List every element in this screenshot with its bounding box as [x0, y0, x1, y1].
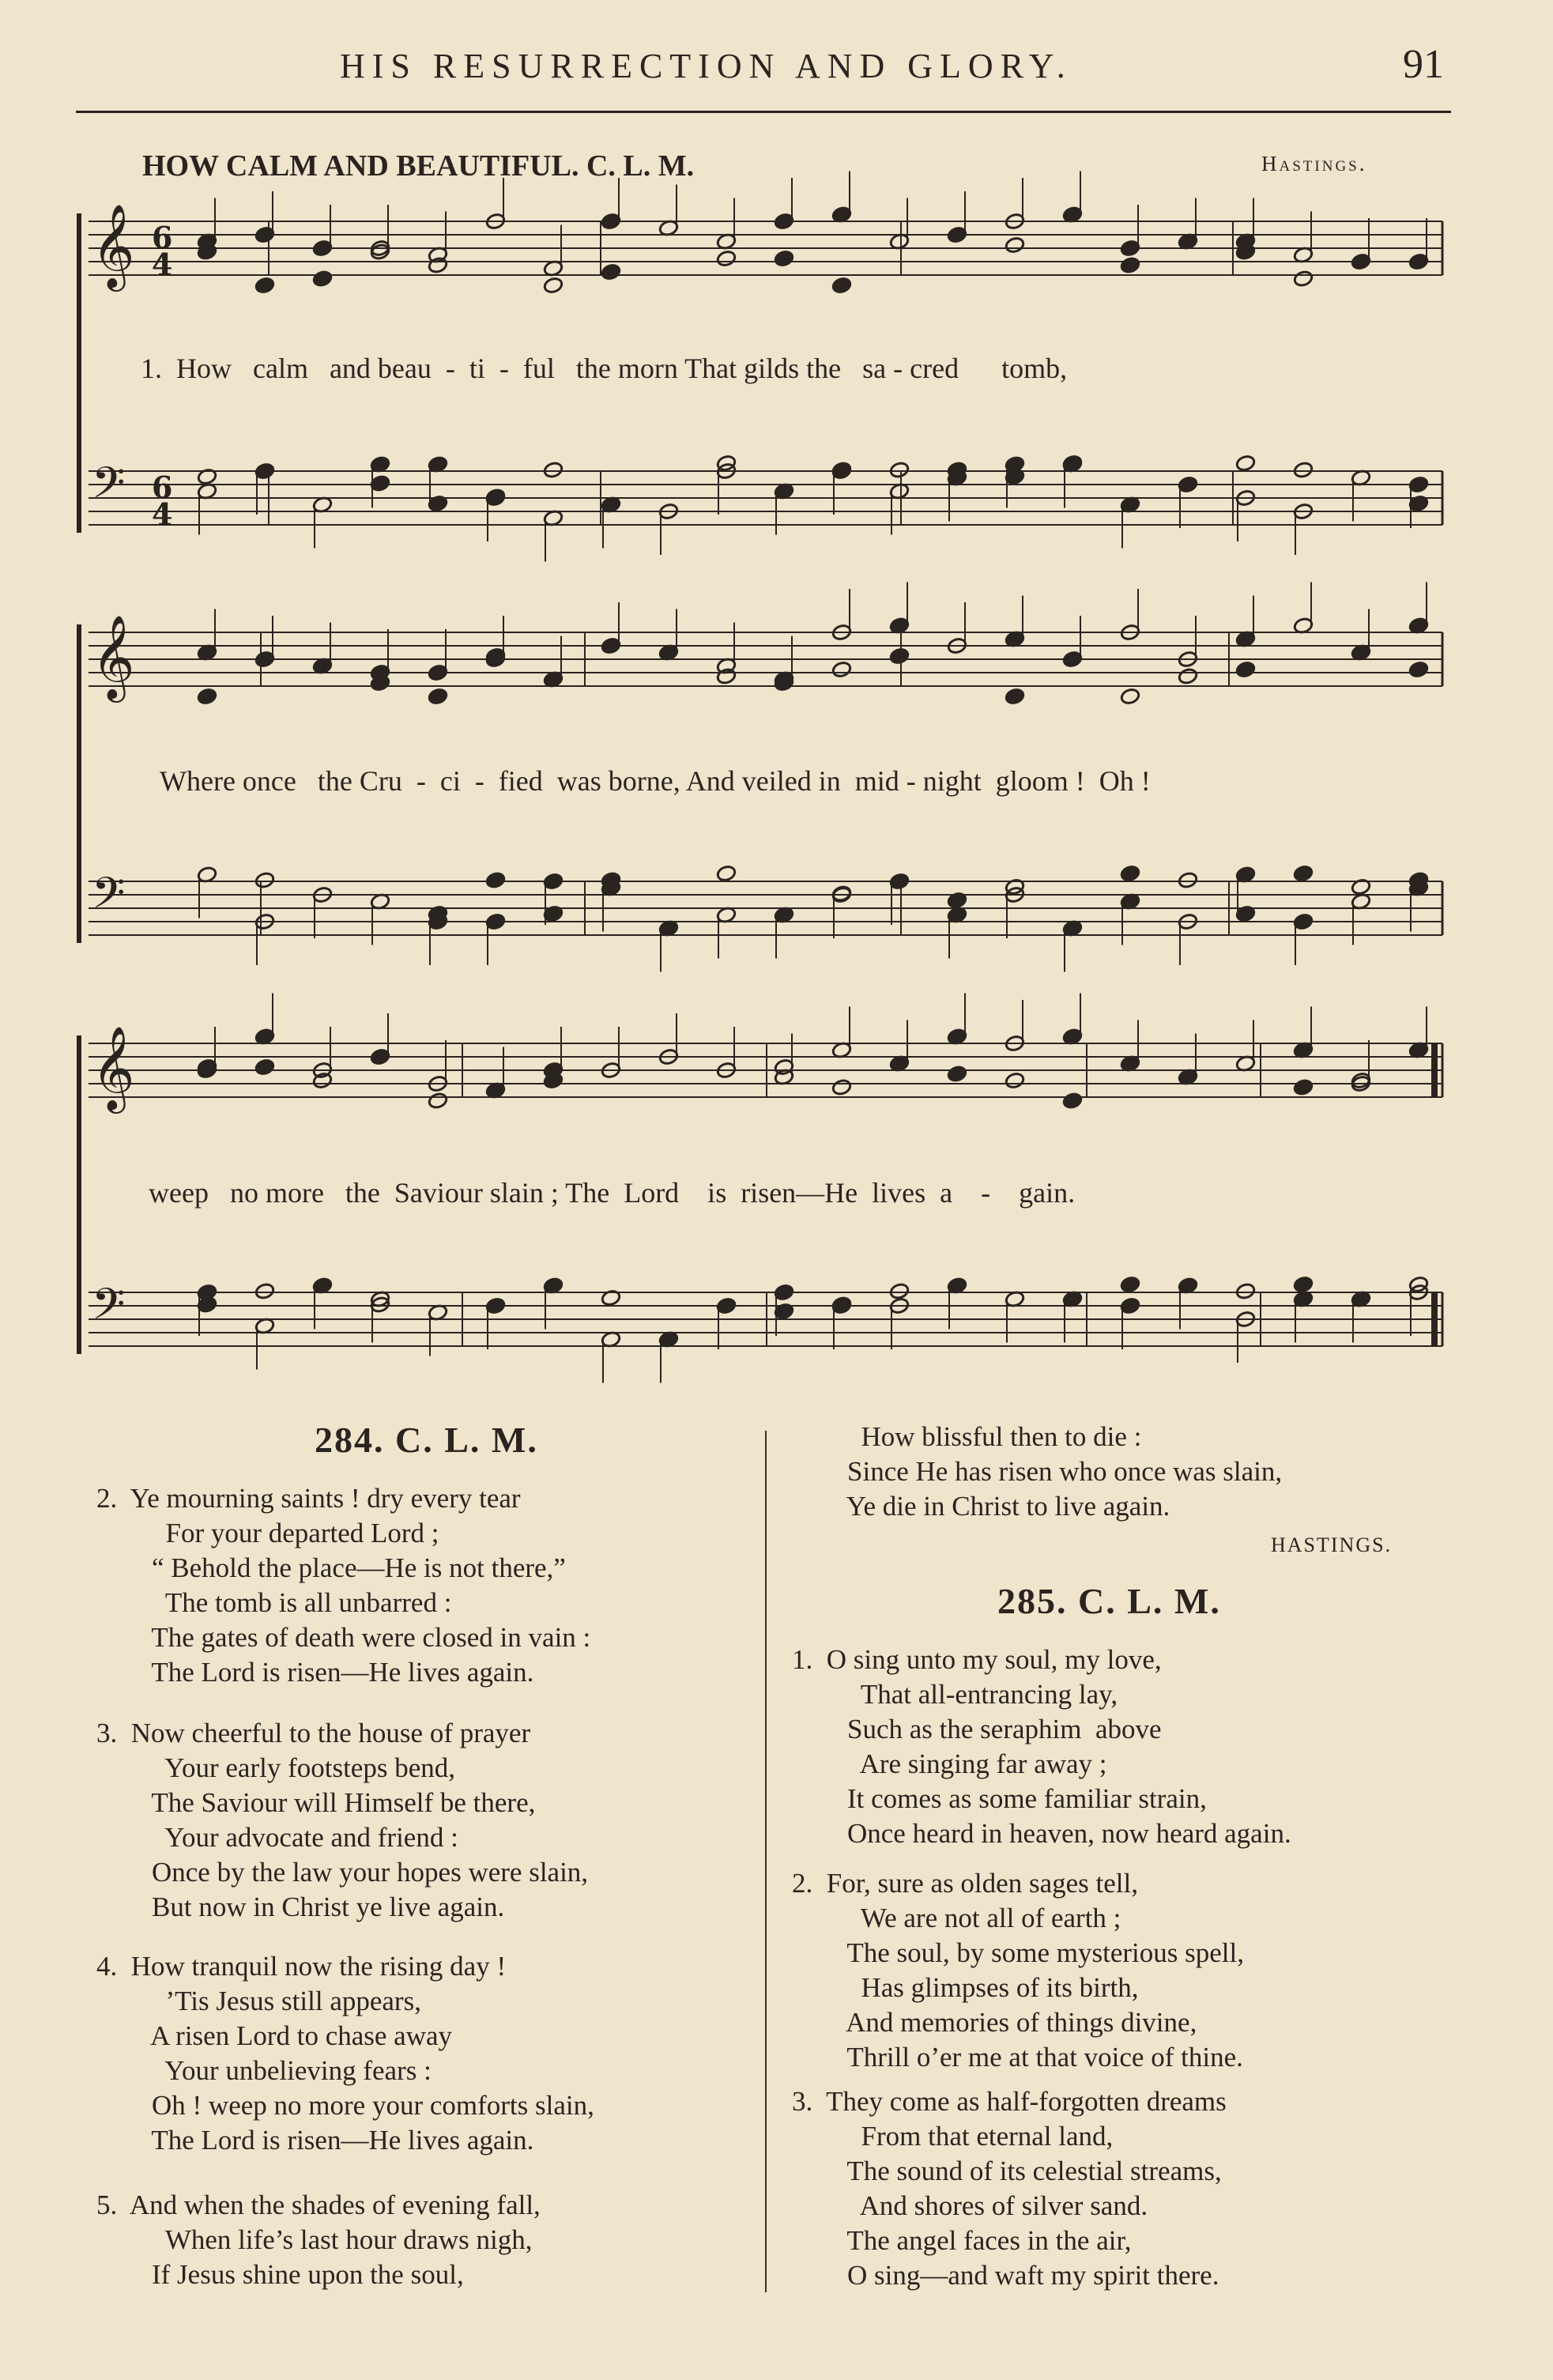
note-head [1408, 661, 1429, 679]
note-head [774, 250, 794, 268]
lyric-line-2: Where once the Cru - ci - fied was borne, And veiled in mid - night gloom ! Oh ! [160, 765, 1151, 797]
note-head [1178, 871, 1198, 889]
page-number: 91 [1403, 42, 1444, 87]
note-head [831, 277, 852, 295]
note-head [1120, 865, 1140, 883]
note-head [716, 250, 737, 268]
note-head [1120, 1276, 1140, 1294]
treble-clef-icon: 𝄞 [92, 1025, 135, 1110]
note-head [485, 871, 506, 889]
note-head [1293, 1078, 1314, 1096]
running-title: HIS RESURRECTION AND GLORY. [340, 47, 1072, 85]
hymn-285-number: 285. C. L. M. [997, 1581, 1221, 1621]
time-signature-top: 6 [152, 470, 173, 505]
note-head [428, 688, 448, 706]
treble-clef-icon: 𝄞 [92, 203, 135, 288]
bass-clef-icon: 𝄢 [92, 458, 126, 519]
hymn-284-stanza-5-continued: How blissful then to die : Since He has risen who once was slain, Ye die in Christ to live again. [846, 1421, 1283, 1522]
note-head [254, 1058, 275, 1077]
note-head [197, 688, 217, 706]
note-head [1120, 688, 1140, 706]
note-head [1235, 661, 1256, 679]
note-head [1178, 667, 1198, 685]
time-signature-top: 6 [152, 220, 173, 255]
note-head [947, 1065, 967, 1083]
note-head [254, 871, 275, 889]
note-head [312, 270, 333, 288]
final-double-bar [1431, 1292, 1438, 1346]
hymn-284-stanza-2: 2. Ye mourning saints ! dry every tear For your departed Lord ; “ Behold the place—He is not there,” The tomb is all unbarred : The gates of death were closed in vain : The Lord is risen—He lives again. [96, 1483, 591, 1688]
note-head [831, 661, 852, 679]
time-signature-bottom: 4 [152, 247, 173, 282]
note-head [254, 1282, 275, 1300]
hymn-285-stanza-1: 1. O sing unto my soul, my love, That all-entrancing lay, Such as the seraphim above Are singing far away ; It comes as some familiar strain, Once heard in heaven, now heard again. [792, 1644, 1291, 1849]
note-head [716, 865, 737, 883]
column-divider [765, 1431, 767, 2292]
note-head [254, 277, 275, 295]
note-head [1293, 1276, 1314, 1294]
final-double-bar [1431, 1043, 1438, 1097]
note-head [889, 1282, 910, 1300]
note-head [1293, 270, 1314, 288]
lyric-line-1: 1. How calm and beau - ti - ful the morn That gilds the sa - cred tomb, [141, 353, 1068, 384]
hymn-284-number: 284. C. L. M. [315, 1420, 538, 1460]
hymn-284-attribution: HASTINGS. [1271, 1533, 1393, 1556]
hymn-284-stanza-5: 5. And when the shades of evening fall, When life’s last hour draws nigh, If Jesus shine upon the soul, [96, 2190, 541, 2290]
note-head [1005, 1072, 1025, 1090]
note-head [1293, 461, 1314, 479]
treble-clef-icon: 𝄞 [92, 614, 135, 699]
hymn-285-stanza-2: 2. For, sure as olden sages tell, We are not all of earth ; The soul, by some mysterious spell, Has glimpses of its birth, And memories of things divine, Thrill o’er me at that voice of thine. [792, 1868, 1244, 2073]
note-head [1235, 455, 1256, 473]
note-head [889, 461, 910, 479]
note-head [543, 461, 564, 479]
note-head [831, 1078, 852, 1096]
lyric-line-3: weep no more the Saviour slain ; The Lord is risen—He lives a - gain. [149, 1177, 1076, 1209]
note-head [601, 263, 621, 281]
note-head [1005, 688, 1025, 706]
note-head [1120, 256, 1140, 274]
hymn-285-stanza-3: 3. They come as half-forgotten dreams From that eternal land, The sound of its celestial streams, And shores of silver sand. The angel faces in the air, O sing—and waft my spirit there. [792, 2086, 1227, 2291]
tune-composer: Hastings. [1261, 152, 1367, 175]
note-head [889, 647, 910, 666]
hymn-284-stanza-4: 4. How tranquil now the rising day ! ’Tis Jesus still appears, A risen Lord to chase away Your unbelieving fears : Oh ! weep no more your comforts slain, The Lord is risen—He lives again. [96, 1951, 594, 2156]
note-head [1005, 236, 1025, 255]
note-head [1235, 1282, 1256, 1300]
time-signature-bottom: 4 [152, 496, 173, 532]
note-head [1062, 1092, 1083, 1110]
hymn-284-stanza-3: 3. Now cheerful to the house of prayer Your early footsteps bend, The Saviour will Himself be there, Your advocate and friend : Once by the law your hopes were slain, But now in Christ ye live again. [96, 1718, 589, 1922]
bass-clef-icon: 𝄢 [92, 868, 126, 929]
note-head [1293, 865, 1314, 883]
note-head [543, 277, 564, 295]
note-head [428, 1092, 448, 1110]
hymn-tune-title: HOW CALM AND BEAUTIFUL. C. L. M. [142, 149, 695, 183]
bass-clef-icon: 𝄢 [92, 1279, 126, 1340]
